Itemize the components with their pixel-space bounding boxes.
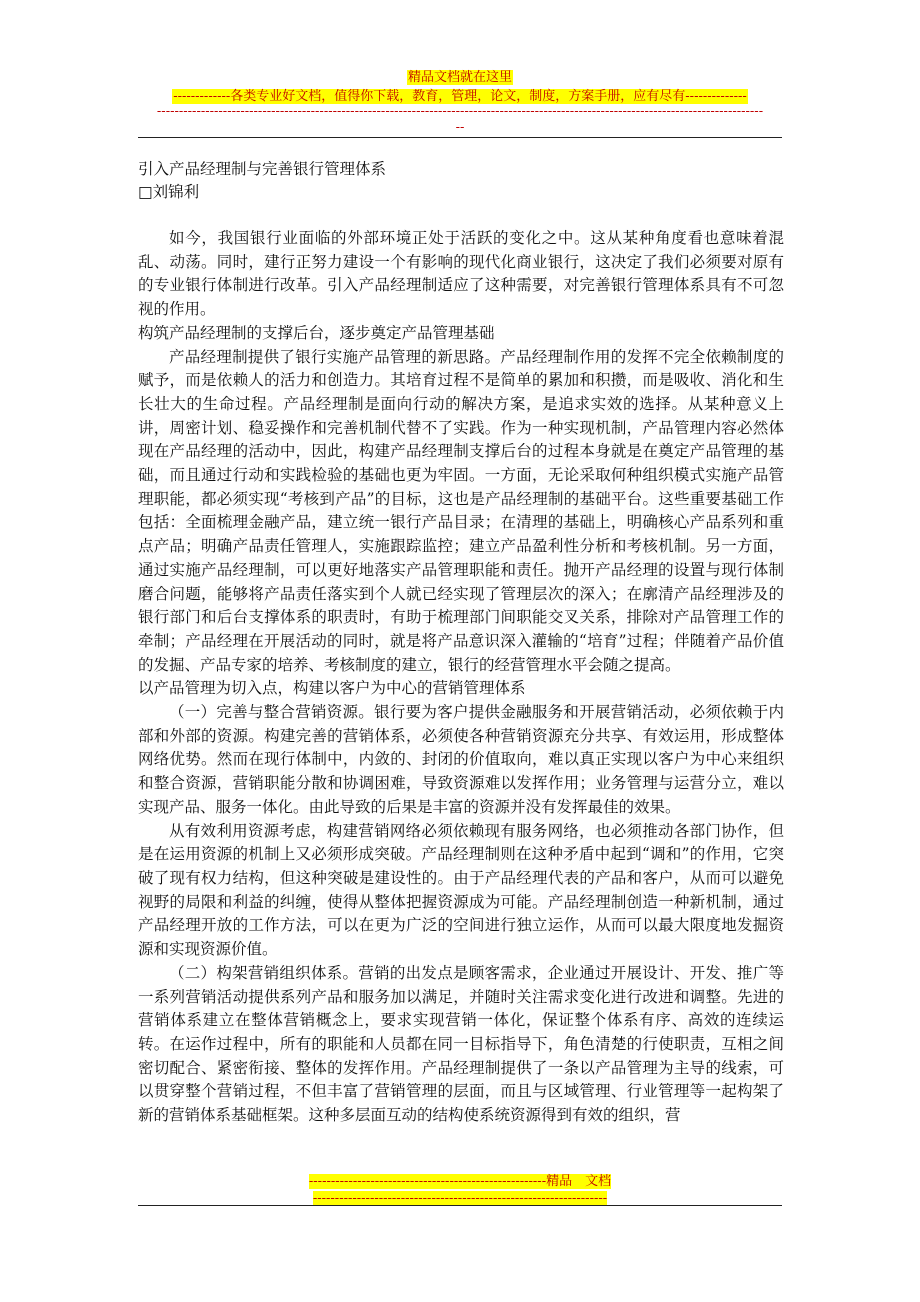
footer-line1-text: ------------------------------------------------------精品 文档 [308,1174,612,1189]
header-rule [138,137,782,138]
header-dash-tail: -- [455,120,465,135]
article-title: 引入产品经理制与完善银行管理体系 [138,160,387,178]
article-paragraph: 产品经理制提供了银行实施产品管理的新思路。产品经理制作用的发挥不完全依赖制度的赋予，而是依赖人的活力和创造力。其培育过程不是简单的累加和积攒，而是吸收、消化和生长壮大的生命过程。产品经理制是面向行动的解决方案，是追求实效的选择。从某种意义上讲，周密计划、稳妥操作和完善机制代替不了实践。作为一种实现机制，产品管理内容必然体现在产品经理的活动中，因此，构建产品经理制支撑后台的过程本身就是在奠定产品管理的基础，而且通过行动和实践检验的基础也更为牢固。一方面，无论采取何种组织模式实施产品管理职能，都必须实现“考核到产品”的目标，这也是产品经理制的基础平台。这些重要基础工作包括：全面梳理金融产品，建立统一银行产品目录；在清理的基础上，明确核心产品系列和重点产品；明确产品责任管理人，实施跟踪监控；建立产品盈利性分析和考核机制。另一方面，通过实施产品经理制，可以更好地落实产品管理职能和责任。抛开产品经理的设置与现行体制磨合问题，能够将产品责任落实到个人就已经实现了管理层次的深入；在廓清产品经理涉及的银行部门和后台支撑体系的职责时，有助于梳理部门间职能交叉关系，排除对产品管理工作的牵制；产品经理在开展活动的同时，就是将产品意识深入灌输的“培育”过程；伴随着产品价值的发掘、产品专家的培养、考核制度的建立，银行的经营管理水平会随之提高。 [138,347,784,674]
section-heading: 构筑产品经理制的支撑后台，逐步奠定产品管理基础 [138,323,495,342]
header-dash-line: ------------------------------------------------------------------------------------------------------------------------------------------ [156,104,764,119]
article-paragraph: （二）构架营销组织体系。营销的出发点是顾客需求，企业通过开展设计、开发、推广等一系列营销活动提供系列产品和服务加以满足，并随时关注需求变化进行改进和调整。先进的营销体系建立在整体营销概念上，要求实现营销一体化，保证整个体系有序、高效的连续运转。在运作过程中，所有的职能和人员都在同一目标指导下，角色清楚的行使职责，互相之间密切配合、紧密衔接、整体的发挥作用。产品经理制提供了一条以产品管理为主导的线索，可以贯穿整个营销过程，不但丰富了营销管理的层面，而且与区域管理、行业管理等一起构架了新的营销体系基础框架。这种多层面互动的结构使系统资源得到有效的组织，营 [138,963,784,1125]
footer-line2-text: ------------------------------------------------------------------- [312,1191,608,1206]
article-body [138,227,784,1128]
article-paragraph: 如今，我国银行业面临的外部环境正处于活跃的变化之中。这从某种角度看也意味着混乱、动荡。同时，建行正努力建设一个有影响的现代化商业银行，这决定了我们必须要对原有的专业银行体制进行改革。引入产品经理制适应了这种需要，对完善银行管理体系具有不可忽视的作用。 [138,229,784,319]
section-heading: 以产品管理为切入点，构建以客户为中心的营销管理体系 [138,679,526,698]
article-paragraph: （一）完善与整合营销资源。银行要为客户提供金融服务和开展营销活动，必须依赖于内部和外部的资源。构建完善的营销体系，必须使各种营销资源充分共享、有效运用，形成整体网络优势。然而在现行体制中，内敛的、封闭的价值取向，难以真正实现以客户为中心来组织和整合资源，营销职能分散和协调困难，导致资源难以发挥作用；业务管理与运营分立，难以实现产品、服务一体化。由此导致的后果是丰富的资源并没有发挥最佳的效果。 [138,703,784,816]
article-author: □刘锦利 [138,183,200,201]
header-banner-tagline [138,85,782,105]
footer-banner-line2 [138,1187,782,1207]
header-banner-title [138,66,782,86]
article-paragraph: 从有效利用资源考虑，构建营销网络必须依赖现有服务网络，也必须推动各部门协作，但是在运用资源的机制上又必须形成突破。产品经理制则在这种矛盾中起到“调和”的作用，它突破了现有权力结构，但这种突破是建设性的。由于产品经理代表的产品和客户，从而可以避免视野的局限和利益的纠缠，使得从整体把握资源成为可能。产品经理制创造一种新机制，通过产品经理开放的工作方法，可以在更为广泛的空间进行独立运作，从而可以最大限度地发掘资源和实现资源价值。 [138,821,784,959]
header-title-text: 精品文档就在这里 [407,70,512,85]
header-tagline-text: -------------各类专业好文档，值得你下载，教育，管理，论文，制度，方案手册，应有尽有-------------- [173,89,747,104]
footer-rule [138,1205,782,1206]
